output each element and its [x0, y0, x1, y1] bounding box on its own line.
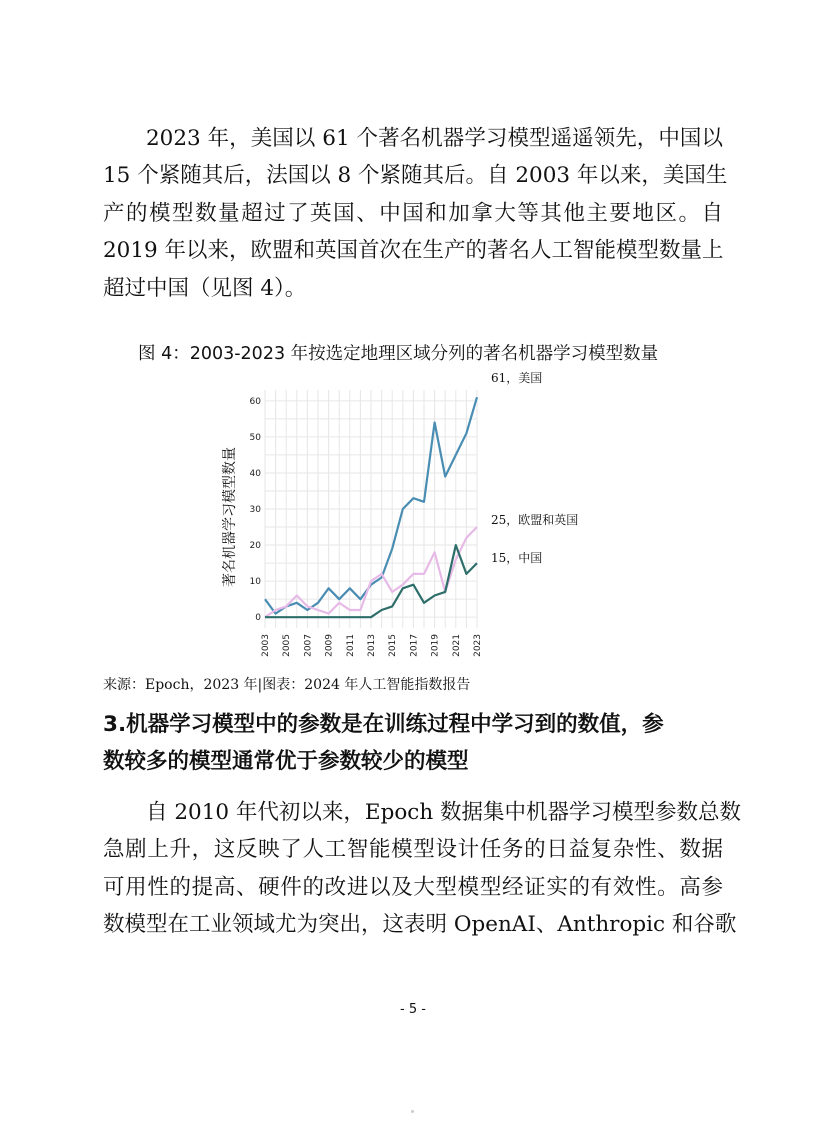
x-tick-label: 2005 [282, 634, 293, 657]
y-tick-label: 20 [249, 541, 261, 552]
x-tick-label: 2017 [409, 634, 420, 657]
paragraph-line: 超过中国（见图 4）。 [103, 275, 307, 301]
chart-annotations [491, 371, 578, 565]
paragraph-line: 15 个紧随其后，法国以 8 个紧随其后。自 2003 年以来，美国生 [103, 163, 728, 189]
series-end-label: 61，美国 [491, 371, 543, 386]
series-end-label: 25，欧盟和英国 [491, 513, 579, 528]
line-chart [215, 371, 605, 665]
y-tick-label: 40 [249, 468, 261, 479]
heading-line: 3.机器学习模型中的参数是在训练过程中学习到的数值，参 [103, 712, 664, 737]
decorative-dot [411, 1110, 414, 1113]
heading-line: 数较多的模型通常优于参数较少的模型 [103, 749, 469, 775]
y-tick-label: 30 [249, 505, 261, 515]
figure-source: 来源：Epoch，2023 年|图表：2024 年人工智能指数报告 [103, 677, 471, 693]
x-tick-label: 2011 [345, 634, 356, 657]
paragraph-line: 自 2010 年代初以来，Epoch 数据集中机器学习模型参数总数 [146, 800, 742, 825]
paragraph-1 [103, 120, 728, 307]
paragraph-line: 急剧上升，这反映了人工智能模型设计任务的日益复杂性、数据 [103, 837, 723, 863]
x-tick-label: 2023 [473, 634, 483, 657]
x-tick-label: 2009 [324, 634, 335, 657]
y-axis-label: 著名机器学习模型数量 [222, 447, 238, 587]
paragraph-line: 2019 年以来，欧盟和英国首次在生产的著名人工智能模型数量上 [103, 238, 724, 264]
x-tick-label: 2019 [430, 634, 441, 657]
y-tick-label: 10 [249, 577, 261, 588]
paragraph-line: 2023 年，美国以 61 个著名机器学习模型遥遥领先，中国以 [146, 126, 723, 151]
paragraph-line: 产的模型数量超过了英国、中国和加拿大等其他主要地区。自 [103, 200, 723, 226]
y-tick-label: 50 [249, 432, 261, 443]
figure-caption: 图 4：2003-2023 年按选定地理区域分列的著名机器学习模型数量 [138, 344, 659, 364]
paragraph-2 [103, 794, 742, 944]
paragraph-line: 数模型在工业领域尤为突出，这表明 OpenAI、Anthropic 和谷歌 [103, 912, 737, 938]
x-tick-label: 2021 [451, 634, 462, 657]
series-end-label: 15，中国 [491, 551, 543, 566]
y-tick-label: 60 [249, 396, 261, 407]
x-tick-label: 2003 [261, 634, 271, 657]
section-heading [103, 706, 723, 781]
paragraph-line: 可用性的提高、硬件的改进以及大型模型经证实的有效性。高参 [103, 874, 723, 900]
x-tick-label: 2007 [303, 634, 314, 657]
y-tick-label: 0 [255, 613, 261, 624]
x-tick-label: 2013 [367, 634, 377, 657]
x-tick-label: 2015 [388, 634, 399, 657]
page-number: - 5 - [400, 1002, 426, 1017]
